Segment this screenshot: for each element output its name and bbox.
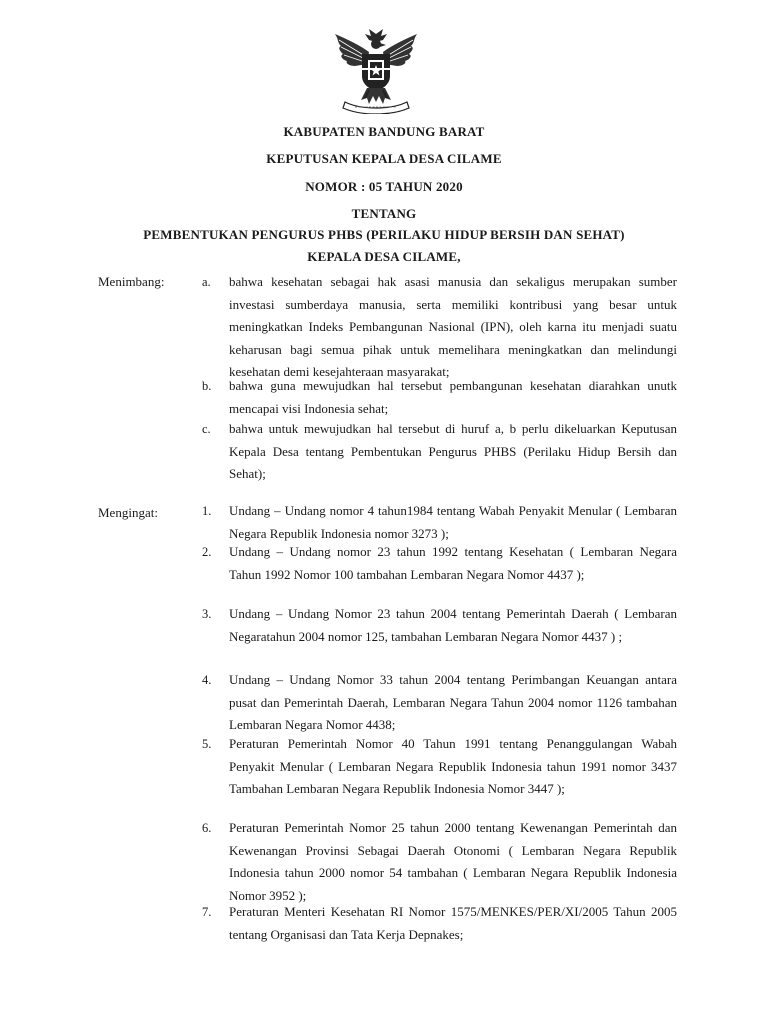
section-label-menimbang: Menimbang:: [98, 274, 165, 289]
list-marker: b.: [202, 379, 212, 393]
list-marker: c.: [202, 422, 211, 436]
header-kabupaten: KABUPATEN BANDUNG BARAT: [283, 124, 485, 139]
header-tentang: TENTANG: [351, 206, 417, 221]
header-nomor: NOMOR : 05 TAHUN 2020: [305, 179, 463, 194]
list-marker: 1.: [202, 504, 212, 518]
list-marker: 2.: [202, 545, 212, 559]
list-item-text: Undang – Undang nomor 23 tahun 1992 tentang Kesehatan ( Lembaran Negara Tahun 1992 Nomor 100 tambahan Lembaran Negara Nomor 4437 );: [229, 544, 677, 582]
list-item-text: Peraturan Menteri Kesehatan RI Nomor 1575/MENKES/PER/XI/2005 Tahun 2005 tentang Organisasi dan Tata Kerja Depnakes;: [229, 904, 677, 942]
list-marker: 6.: [202, 821, 212, 835]
list-marker: 3.: [202, 607, 212, 621]
list-item-text: Peraturan Pemerintah Nomor 40 Tahun 1991 tentang Penanggulangan Wabah Penyakit Menular ( Lembaran Negara Republik Indonesia tahun 1991 nomor 3437 Tambahan Lembaran Negara Republik Indonesia Nomor 3447 );: [229, 736, 677, 796]
list-item-text: bahwa untuk mewujudkan hal tersebut di huruf a, b perlu dikeluarkan Keputusan Kepala Desa tentang Pembentukan Pengurus PHBS (Perilaku Hidup Bersih dan Sehat);: [229, 421, 677, 481]
list-item-text: Peraturan Pemerintah Nomor 25 tahun 2000 tentang Kewenangan Pemerintah dan Kewenangan Provinsi Sebagai Daerah Otonomi ( Lembaran Negara Republik Indonesia tahun 2000 nomor 54 tambahan ( Lembaran Negara Republik Indonesia Nomor 3952 );: [229, 820, 677, 903]
list-item-text: Undang – Undang Nomor 33 tahun 2004 tentang Perimbangan Keuangan antara pusat dan Pemerintah Daerah, Lembaran Negara Tahun 2004 nomor 1126 tambahan Lembaran Negara Nomor 4438;: [229, 672, 677, 732]
list-marker: 7.: [202, 905, 212, 919]
list-marker: 5.: [202, 737, 212, 751]
section-label-mengingat: Mengingat:: [98, 505, 158, 520]
list-item-text: Undang – Undang Nomor 23 tahun 2004 tentang Pemerintah Daerah ( Lembaran Negaratahun 2004 nomor 125, tambahan Lembaran Negara Nomor 4437 ) ;: [229, 606, 677, 644]
header-kepala: KEPALA DESA CILAME,: [307, 249, 461, 264]
garuda-emblem-icon: [331, 28, 421, 114]
header-judul: PEMBENTUKAN PENGURUS PHBS (PERILAKU HIDUP BERSIH DAN SEHAT): [143, 227, 625, 242]
header-keputusan: KEPUTUSAN KEPALA DESA CILAME: [266, 151, 502, 166]
list-marker: a.: [202, 275, 211, 289]
list-item-text: bahwa kesehatan sebagai hak asasi manusia dan sekaligus merupakan sumber investasi sumberdaya manusia, serta memiliki kontribusi yang besar untuk meningkatkan Indeks Pembangunan Nasional (IPN), oleh karna itu menjadi suatu keharusan bagi semua pihak untuk memelihara meningkatkan dan melindungi kesehatan demi kesejahteraan masyarakat;: [229, 274, 677, 379]
list-marker: 4.: [202, 673, 212, 687]
list-item-text: bahwa guna mewujudkan hal tersebut pembangunan kesehatan diarahkan unutk mencapai visi Indonesia sehat;: [229, 378, 677, 416]
list-item-text: Undang – Undang nomor 4 tahun1984 tentang Wabah Penyakit Menular ( Lembaran Negara Republik Indonesia nomor 3273 );: [229, 503, 677, 541]
